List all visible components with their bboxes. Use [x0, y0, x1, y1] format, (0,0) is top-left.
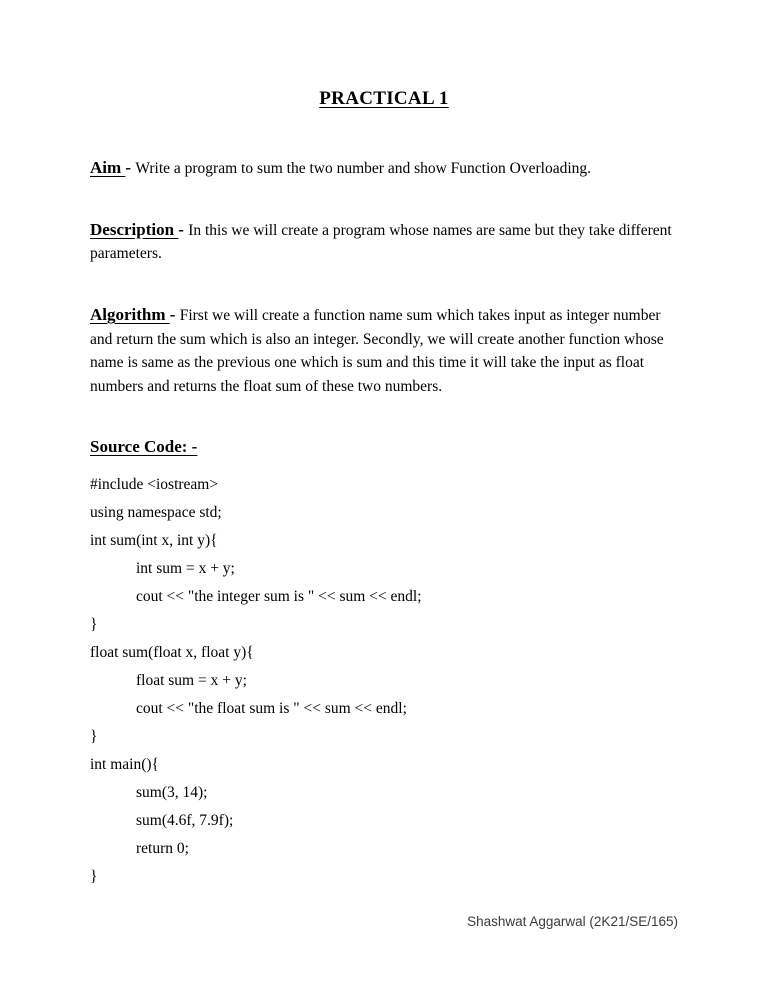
code-line: }	[90, 727, 98, 745]
section-algorithm-text: First we will create a function name sum which takes input as integer number and return the sum which is also an integer. Secondly, we will create another function whose name is same as the previous one which is sum and this time it will take the input as float numbers and returns the float sum of these two numbers.	[90, 307, 664, 395]
section-aim-label: Aim	[90, 157, 126, 177]
section-aim-dash: -	[125, 157, 136, 177]
page-title	[90, 0, 678, 111]
section-aim	[90, 111, 678, 181]
source-code-listing	[90, 459, 678, 891]
section-description-dash: -	[178, 219, 189, 239]
code-line: using namespace std;	[90, 503, 222, 521]
page-title-text: PRACTICAL 1	[319, 88, 449, 109]
code-line: sum(4.6f, 7.9f);	[136, 811, 234, 829]
source-code-heading-text: Source Code: -	[90, 437, 198, 457]
code-line: #include <iostream>	[90, 475, 219, 493]
code-line: float sum(float x, float y){	[90, 643, 254, 661]
code-line: return 0;	[136, 839, 189, 857]
code-line: cout << "the float sum is " << sum << endl;	[136, 699, 407, 717]
section-source-code-heading	[90, 398, 678, 458]
section-aim-text: Write a program to sum the two number and show Function Overloading.	[135, 159, 592, 177]
code-line: }	[90, 867, 98, 885]
section-algorithm-label: Algorithm	[90, 305, 170, 324]
code-line: cout << "the integer sum is " << sum << endl;	[136, 587, 422, 605]
section-description-text: In this we will create a program whose names are same but they take different parameters.	[90, 221, 672, 263]
code-line: int sum(int x, int y){	[90, 531, 218, 549]
code-line: }	[90, 615, 98, 633]
section-algorithm	[90, 266, 678, 398]
section-description-label: Description	[90, 219, 179, 239]
code-line: int main(){	[90, 755, 159, 773]
document-content	[90, 0, 678, 891]
section-algorithm-dash: -	[169, 305, 180, 324]
code-line: float sum = x + y;	[136, 671, 247, 689]
code-line: sum(3, 14);	[136, 783, 208, 801]
footer-author-text: Shashwat Aggarwal (2K21/SE/165)	[467, 914, 678, 929]
code-line: int sum = x + y;	[136, 559, 235, 577]
page-footer	[90, 913, 678, 931]
section-description	[90, 181, 678, 266]
